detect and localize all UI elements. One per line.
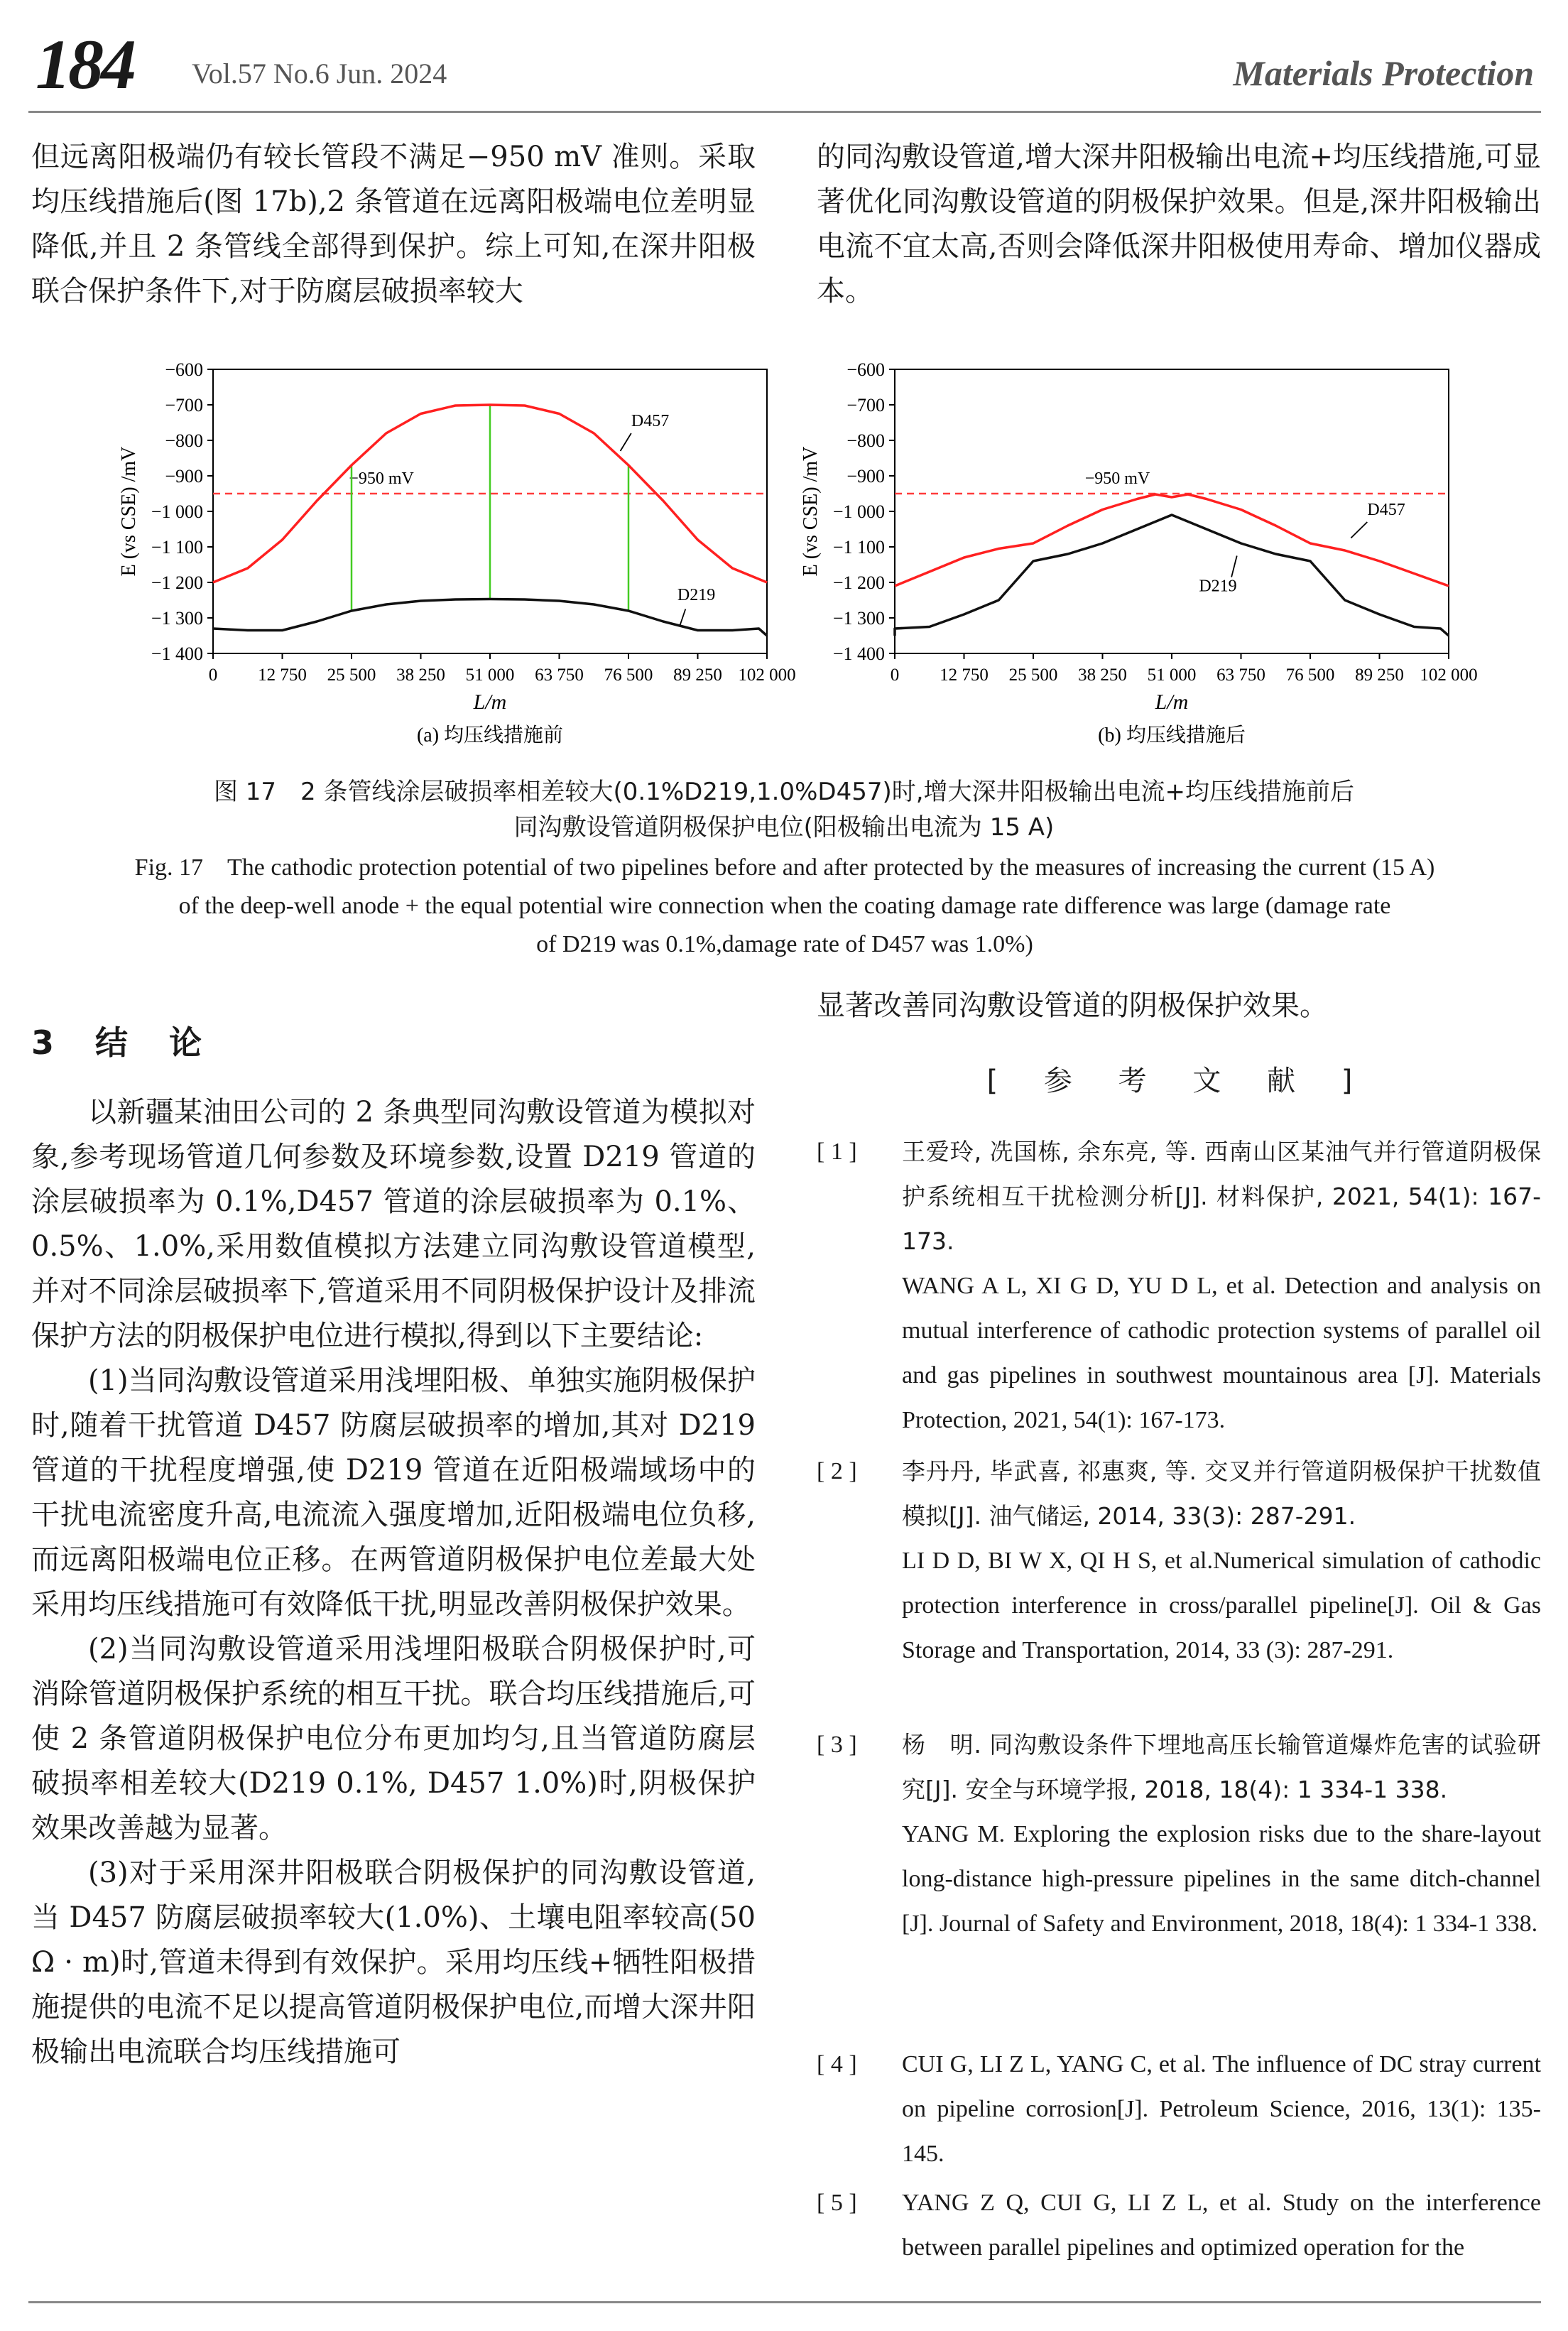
series-line-d457 [895,494,1449,586]
series-label-leader [621,433,631,451]
y-tick-label: −1 300 [151,608,203,629]
series-label: D457 [1367,501,1405,519]
y-axis-label: E (vs CSE) /mV [118,446,140,577]
paragraph: 显著改善同沟敷设管道的阴极保护效果。 [817,989,1328,1022]
reference-item [817,1449,1541,1673]
x-tick-label: 102 000 [738,665,796,685]
y-tick-label: −1 000 [151,501,203,522]
x-tick-label: 51 000 [465,665,515,685]
x-tick-label: 102 000 [1420,665,1478,685]
references-title: [ 参 考 文 献 ] [986,1065,1371,1097]
x-tick-label: 25 500 [327,665,376,685]
x-axis-label: L/m [473,690,507,714]
figure-caption-en-2: of the deep-well anode + the equal potential wire connection when the coating damage rate difference was large (damage rate [178,893,1391,919]
x-tick-label: 0 [890,665,900,685]
series-line-d219 [213,599,767,636]
y-tick-label: −1 300 [832,608,885,629]
x-axis-label: L/m [1155,690,1189,714]
reference-item [817,1129,1541,1442]
y-tick-label: −1 400 [832,643,885,664]
x-tick-label: 38 250 [1078,665,1127,685]
series-label-leader [1231,556,1237,577]
reference-text-cn: 李丹丹, 毕武喜, 祁惠爽, 等. 交叉并行管道阴极保护干扰数值模拟[J]. 油气储运, 2014, 33(3): 287-291. [902,1457,1541,1530]
x-tick-label: 63 750 [535,665,584,685]
x-tick-label: 76 500 [1285,665,1335,685]
figure-caption-en-1: Fig. 17 The cathodic protection potential of two pipelines before and after protected by the measures of increasing the current (15 A) [134,854,1435,881]
left-column-bottom [31,1090,756,2075]
reference-text-en: YANG Z Q, CUI G, LI Z L, et al. Study on the interference between parallel pipelines and optimized operation for the [902,2190,1541,2261]
footer-rule [28,2301,1541,2303]
y-tick-label: −800 [846,430,885,451]
right-column-top [817,135,1541,314]
reference-text-en: CUI G, LI Z L, YANG C, et al. The influence of DC stray current on pipeline corrosion[J]. Petroleum Science, 2016, 13(1): 135-145. [902,2051,1541,2167]
reference-item [817,1722,1541,1946]
y-tick-label: −800 [165,430,203,451]
y-axis-label: E (vs CSE) /mV [800,446,822,577]
y-tick-label: −700 [846,395,885,415]
figure-caption-en-3: of D219 was 0.1%,damage rate of D457 was 1.0%) [536,931,1033,957]
paragraph: (1)当同沟敷设管道采用浅埋阳极、单独实施阴极保护时,随着干扰管道 D457 防腐层破损率的增加,其对 D219 管道的干扰程度增强,使 D219 管道在近阳极端域场中的干扰电流密度升高,电流流入强度增加,近阳极端电位负移,而远离阳极端电位正移。在两管道阴极保护电位差最大处采用均压线措施可有效降低干扰,明显改善阴极保护效果。 [31,1364,756,1621]
left-column-top [31,135,756,314]
reference-text-en: YANG M. Exploring the explosion risks due to the share-layout long-distance high-pressure pipelines in the same ditch-channel [J]. Journal of Safety and Environment, 2018, 18(4): 1 334-1 338. [902,1821,1541,1937]
reference-text-cn: 杨 明. 同沟敷设条件下埋地高压长输管道爆炸危害的试验研究[J]. 安全与环境学报, 2018, 18(4): 1 334-1 338. [902,1731,1541,1803]
figure-caption-cn-2: 同沟敷设管道阴极保护电位(阳极输出电流为 15 A) [513,813,1055,842]
series-label-leader [1351,522,1367,538]
y-tick-label: −1 100 [832,537,885,558]
page-header [28,26,1541,111]
reference-item [817,2042,1541,2176]
chart-b [774,348,1484,760]
y-tick-label: −1 200 [151,572,203,593]
series-label: D219 [677,586,716,604]
series-line-d219 [895,515,1449,636]
y-tick-label: −600 [165,359,203,380]
section-title: 3 结 论 [31,1023,207,1062]
x-tick-label: 12 750 [940,665,989,685]
y-tick-label: −900 [846,466,885,487]
y-tick-label: −600 [846,359,885,380]
figure-caption-cn-1: 图 17 2 条管线涂层破损率相差较大(0.1%D219,1.0%D457)时,增大深井阳极输出电流+均压线措施前后 [213,778,1355,806]
x-tick-label: 0 [208,665,218,685]
x-tick-label: 51 000 [1147,665,1197,685]
chart-subcaption: (b) 均压线措施后 [1098,724,1246,746]
y-tick-label: −1 400 [151,643,203,664]
x-tick-label: 89 250 [1355,665,1404,685]
page-number: 184 [36,25,134,104]
volume-info: Vol.57 No.6 Jun. 2024 [192,58,447,89]
reference-number: [ 3 ] [817,1732,857,1758]
x-tick-label: 89 250 [673,665,722,685]
x-tick-label: 76 500 [604,665,653,685]
y-tick-label: −1 000 [832,501,885,522]
y-tick-label: −700 [165,395,203,415]
paragraph: 但远离阳极端仍有较长管段不满足−950 mV 准则。采取均压线措施后(图 17b),2 条管道在远离阳极端电位差明显降低,并且 2 条管线全部得到保护。综上可知,在深井阳极联合保护条件下,对于防腐层破损率较大 [31,141,756,308]
reference-number: [ 2 ] [817,1458,857,1484]
plot-frame [895,369,1449,653]
reference-number: [ 5 ] [817,2190,857,2216]
y-tick-label: −1 200 [832,572,885,593]
reference-item [817,2180,1541,2270]
reference-line-label: −950 mV [349,469,414,488]
x-tick-label: 38 250 [396,665,445,685]
series-label: D219 [1199,577,1237,596]
y-tick-label: −900 [165,466,203,487]
x-tick-label: 25 500 [1008,665,1058,685]
reference-number: [ 1 ] [817,1139,857,1165]
journal-name: Materials Protection [1233,53,1534,93]
reference-text-en: WANG A L, XI G D, YU D L, et al. Detection and analysis on mutual interference of cathodic protection systems of parallel oil and gas pipelines in southwest mountainous area [J]. Materials Protection, 2021, 54(1): 167-173. [902,1273,1541,1433]
reference-text-en: LI D D, BI W X, QI H S, et al.Numerical simulation of cathodic protection interference in cross/parallel pipeline[J]. Oil & Gas Storage and Transportation, 2014, 33 (3): 287-291. [902,1548,1541,1663]
paragraph: (3)对于采用深井阳极联合阴极保护的同沟敷设管道,当 D457 防腐层破损率较大(1.0%)、土壤电阻率较高(50 Ω · m)时,管道未得到有效保护。采用均压线+牺牲阳极措施提供的电流不足以提高管道阴极保护电位,而增大深井阳极输出电流联合均压线措施可 [31,1857,756,2068]
chart-a [92,348,802,760]
x-tick-label: 63 750 [1216,665,1265,685]
paragraph: 的同沟敷设管道,增大深井阳极输出电流+均压线措施,可显著优化同沟敷设管道的阴极保护效果。但是,深井阳极输出电流不宜太高,否则会降低深井阳极使用寿命、增加仪器成本。 [817,141,1541,308]
chart-subcaption: (a) 均压线措施前 [416,724,564,746]
paragraph: 以新疆某油田公司的 2 条典型同沟敷设管道为模拟对象,参考现场管道几何参数及环境参数,设置 D219 管道的涂层破损率为 0.1%,D457 管道的涂层破损率为 0.1%、0.5%、1.0%,采用数值模拟方法建立同沟敷设管道模型,并对不同涂层破损率下,管道采用不同阴极保护设计及排流保护方法的阴极保护电位进行模拟,得到以下主要结论: [31,1096,756,1352]
reference-number: [ 4 ] [817,2051,857,2077]
reference-line-label: −950 mV [1084,469,1150,488]
paragraph: (2)当同沟敷设管道采用浅埋阳极联合阴极保护时,可消除管道阴极保护系统的相互干扰。联合均压线措施后,可使 2 条管道阴极保护电位分布更加均匀,且当管道防腐层破损率相差较大(D219 0.1%, D457 1.0%)时,阴极保护效果改善越为显著。 [31,1633,756,1844]
reference-text-cn: 王爱玲, 冼国栋, 余东亮, 等. 西南山区某油气并行管道阴极保护系统相互干扰检测分析[J]. 材料保护, 2021, 54(1): 167-173. [902,1138,1541,1255]
x-tick-label: 12 750 [258,665,307,685]
header-rule [28,111,1541,113]
y-tick-label: −1 100 [151,537,203,558]
series-label-leader [680,609,686,626]
series-label: D457 [631,412,670,430]
right-column-continuation [817,984,1541,1028]
